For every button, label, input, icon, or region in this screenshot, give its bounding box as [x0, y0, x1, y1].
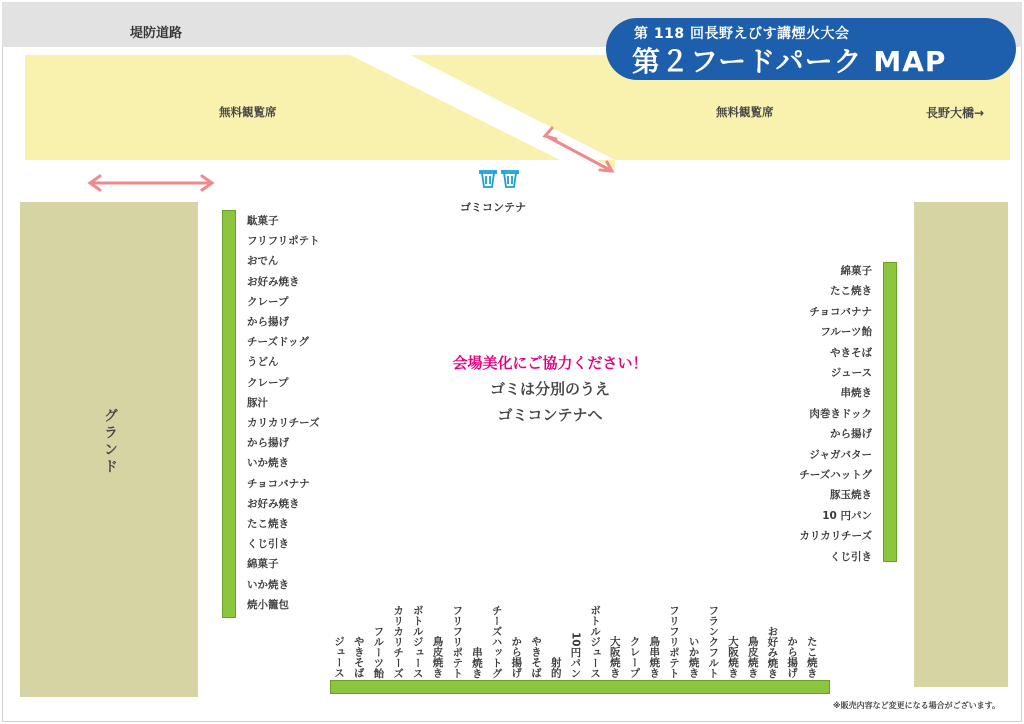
right-stall-item: 綿菓子: [840, 265, 872, 277]
left-stall-item: クレープ: [247, 295, 289, 308]
right-stall-item: くじ引き: [830, 550, 872, 563]
seating-left-label: 無料観覧席: [219, 105, 277, 119]
right-stall-item: ジャガバター: [809, 448, 872, 461]
left-stall-item: から揚げ: [247, 316, 289, 328]
disclaimer-note: ※販売内容など変更になる場合がございます。: [832, 701, 1000, 710]
bottom-stall-item: フランクフルト: [707, 604, 720, 678]
ground-label: グランド: [102, 408, 118, 476]
right-stall-item: チョコバナナ: [809, 305, 872, 318]
bottom-stall-item: ボトルジュース: [411, 604, 424, 678]
bottom-stall-item: から揚げ: [786, 636, 799, 678]
bottom-stall-item: フリフリポテト: [451, 604, 464, 678]
left-stall-item: お好み焼き: [247, 497, 300, 510]
bottom-stall-item: やきそば: [530, 636, 542, 678]
left-stall-item: たこ焼き: [247, 518, 289, 530]
bottom-stall-item: 鳥皮焼き: [431, 636, 444, 678]
sorting-message: ゴミは分別のうえ: [489, 380, 610, 398]
bottom-stall-item: 射的: [549, 657, 562, 678]
left-stall-item: うどん: [247, 356, 279, 369]
left-stall-item: 焼小籠包: [247, 598, 289, 611]
right-stall-item: カリカリチーズ: [799, 530, 872, 543]
bottom-stall-item: 鳥皮焼き: [746, 636, 759, 678]
bottom-stall-item: 大阪焼き: [727, 636, 739, 678]
left-stall-item: カリカリチーズ: [247, 417, 320, 429]
left-stall-item: いか焼き: [247, 578, 289, 591]
left-stall-item: くじ引き: [247, 538, 289, 551]
title-badge: [606, 18, 1016, 80]
bottom-stall-item: 大阪焼き: [608, 636, 621, 678]
left-stall-item: いか焼き: [247, 457, 289, 470]
left-stall-item: お好み焼き: [247, 275, 300, 288]
bottom-stall-item: カリカリチーズ: [392, 604, 405, 678]
right-stall-item: やきそば: [830, 346, 872, 359]
container-message: ゴミコンテナへ: [497, 406, 603, 424]
left-stall-item: フリフリポテト: [247, 235, 320, 248]
left-stall-item: 綿菓子: [247, 558, 279, 571]
double-arrow-icon: [90, 176, 212, 190]
event-subtitle: 第 118 回長野えびす講煙火大会: [634, 26, 850, 42]
bottom-stall-item: フルーツ飴: [372, 625, 385, 678]
bottom-stall-item: から揚げ: [510, 636, 523, 678]
right-stall-row: [883, 262, 897, 562]
right-stall-item: 10 円パン: [822, 509, 872, 522]
bottom-stall-item: ジュース: [333, 636, 345, 678]
bottom-stall-item: 10円パン: [569, 631, 582, 678]
left-stall-item: から揚げ: [247, 437, 289, 450]
left-stall-item: 豚汁: [247, 396, 268, 409]
trash-bin-icon: [478, 167, 522, 189]
right-stall-item: 串焼き: [840, 387, 872, 400]
right-stall-item: フルーツ飴: [820, 326, 872, 339]
right-stall-item: チーズハットグ: [799, 469, 872, 481]
cleanliness-message: 会場美化にご協力ください！: [452, 354, 648, 372]
left-stall-item: チョコバナナ: [247, 477, 310, 490]
right-field-area: [914, 202, 1008, 687]
bottom-stall-item: ボトルジュース: [589, 604, 602, 678]
left-stall-item: クレープ: [247, 376, 289, 389]
bottom-stall-item: たこ焼き: [805, 636, 818, 678]
seating-right-label: 無料観覧席: [716, 105, 774, 119]
left-stall-row: [222, 210, 236, 618]
left-stall-item: 駄菓子: [247, 215, 279, 227]
bottom-stall-item: お好み焼き: [766, 625, 779, 678]
left-stall-item: おでん: [247, 255, 279, 268]
bottom-stall-item: クレープ: [628, 636, 641, 678]
right-stall-item: 豚玉焼き: [830, 489, 872, 502]
levee-road-label: 堤防道路: [130, 26, 183, 41]
right-stall-item: 肉巻きドック: [809, 407, 872, 420]
bottom-stall-item: チーズハットグ: [490, 604, 503, 678]
right-stall-item: から揚げ: [830, 428, 872, 441]
right-stall-item: たこ焼き: [830, 285, 872, 298]
bottom-stall-item: フリフリポテト: [667, 604, 680, 678]
right-stall-item: ジュース: [830, 367, 872, 379]
bottom-stall-row: [330, 680, 830, 694]
bottom-stall-item: いか焼き: [687, 636, 700, 678]
bottom-stall-item: 串焼き: [470, 646, 483, 678]
bridge-direction-label: 長野大橋→: [926, 106, 985, 120]
bottom-stall-item: 鳥串焼き: [648, 636, 661, 678]
left-stall-item: チーズドッグ: [247, 336, 310, 349]
map-title: 第２フードパーク MAP: [632, 45, 947, 78]
bottom-stall-item: やきそば: [352, 636, 365, 678]
trash-container-label: ゴミコンテナ: [460, 201, 526, 214]
